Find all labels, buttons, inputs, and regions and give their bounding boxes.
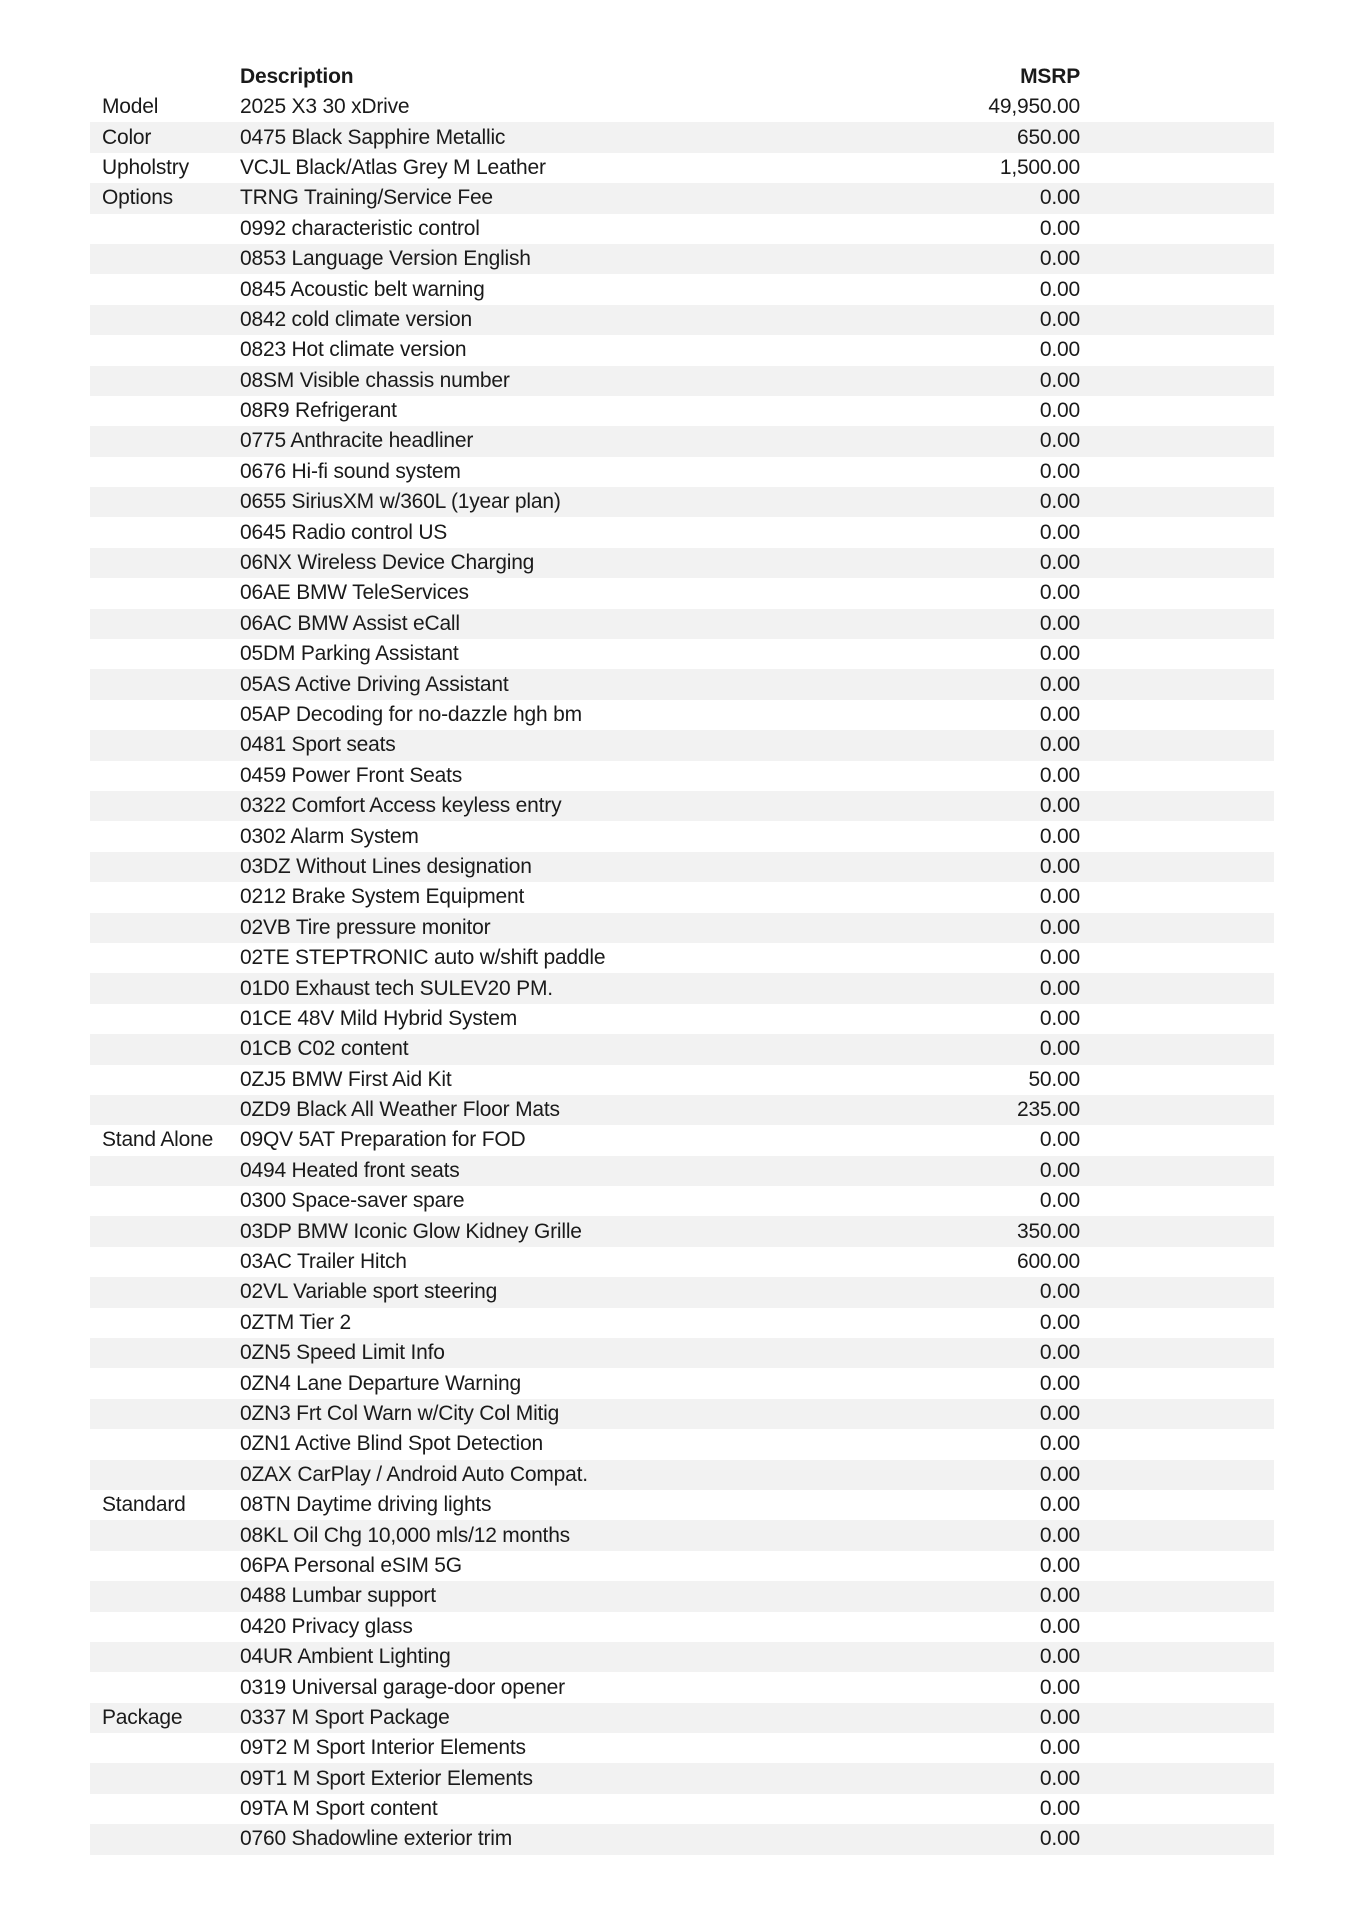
category-cell: Package — [102, 1705, 183, 1729]
msrp-cell: 0.00 — [1039, 915, 1080, 939]
msrp-cell: 0.00 — [1039, 611, 1080, 635]
msrp-cell: 0.00 — [1039, 1310, 1080, 1334]
description-header: Description — [240, 65, 354, 88]
category-cell: Color — [102, 125, 152, 149]
description-cell: 0212 Brake System Equipment — [240, 885, 525, 909]
msrp-cell: 0.00 — [1039, 216, 1080, 240]
table-row — [90, 1733, 1274, 1763]
table-row — [90, 1763, 1274, 1793]
description-cell: 0853 Language Version English — [240, 247, 531, 271]
msrp-header: MSRP — [1020, 65, 1080, 88]
msrp-cell: 650.00 — [1016, 125, 1080, 149]
description-cell: 0760 Shadowline exterior trim — [240, 1827, 513, 1851]
description-cell: 02VL Variable sport steering — [240, 1280, 498, 1304]
category-cell — [102, 1277, 232, 1307]
category-cell — [102, 1763, 232, 1793]
table-row — [90, 92, 1274, 122]
description-cell: 09T1 M Sport Exterior Elements — [240, 1766, 533, 1790]
category-cell — [102, 791, 232, 821]
table-row — [90, 1551, 1274, 1581]
table-row — [90, 973, 1274, 1003]
description-cell: 0655 SiriusXM w/360L (1year plan) — [240, 490, 561, 514]
description-cell: 0319 Universal garage-door opener — [240, 1675, 565, 1699]
description-cell: 09QV 5AT Preparation for FOD — [240, 1128, 526, 1152]
category-cell — [102, 396, 232, 426]
description-cell: 0ZN4 Lane Departure Warning — [240, 1371, 521, 1395]
table-row — [90, 700, 1274, 730]
msrp-cell: 0.00 — [1039, 976, 1080, 1000]
category-cell — [102, 366, 232, 396]
table-row — [90, 609, 1274, 639]
description-cell: 06NX Wireless Device Charging — [240, 551, 535, 575]
msrp-cell: 0.00 — [1039, 1006, 1080, 1030]
msrp-cell: 0.00 — [1039, 1705, 1080, 1729]
description-cell: 04UR Ambient Lighting — [240, 1645, 451, 1669]
category-cell: Model — [102, 95, 159, 119]
table-row — [90, 426, 1274, 456]
category-cell — [102, 1672, 232, 1702]
msrp-cell: 0.00 — [1039, 520, 1080, 544]
msrp-cell: 235.00 — [1016, 1098, 1080, 1122]
msrp-cell: 0.00 — [1039, 733, 1080, 757]
description-cell: 03AC Trailer Hitch — [240, 1250, 407, 1274]
description-cell: 0481 Sport seats — [240, 733, 396, 757]
description-cell: 03DP BMW Iconic Glow Kidney Grille — [240, 1219, 582, 1243]
table-row — [90, 1156, 1274, 1186]
category-cell — [102, 609, 232, 639]
description-cell: 09TA M Sport content — [240, 1797, 438, 1821]
table-row — [90, 335, 1274, 365]
msrp-cell: 0.00 — [1039, 1645, 1080, 1669]
table-row — [90, 1612, 1274, 1642]
table-row — [90, 1642, 1274, 1672]
table-row — [90, 487, 1274, 517]
table-row — [90, 1520, 1274, 1550]
description-cell: 0337 M Sport Package — [240, 1705, 450, 1729]
description-cell: 08SM Visible chassis number — [240, 368, 510, 392]
msrp-cell: 0.00 — [1039, 1584, 1080, 1608]
description-cell: 06AC BMW Assist eCall — [240, 611, 460, 635]
msrp-cell: 0.00 — [1039, 1280, 1080, 1304]
description-cell: 08KL Oil Chg 10,000 mls/12 months — [240, 1523, 570, 1547]
msrp-cell: 0.00 — [1039, 581, 1080, 605]
description-cell: 0676 Hi-fi sound system — [240, 459, 461, 483]
category-cell — [102, 821, 232, 851]
category-cell — [102, 1156, 232, 1186]
msrp-cell: 0.00 — [1039, 1432, 1080, 1456]
description-cell: 02VB Tire pressure monitor — [240, 915, 491, 939]
msrp-cell: 0.00 — [1039, 1493, 1080, 1517]
description-cell: 0775 Anthracite headliner — [240, 429, 474, 453]
msrp-cell: 0.00 — [1039, 338, 1080, 362]
description-cell: 0992 characteristic control — [240, 216, 480, 240]
description-cell: 03DZ Without Lines designation — [240, 854, 532, 878]
table-row — [90, 1672, 1274, 1702]
msrp-cell: 600.00 — [1016, 1250, 1080, 1274]
msrp-cell: 0.00 — [1039, 763, 1080, 787]
table-row — [90, 639, 1274, 669]
category-cell — [102, 1247, 232, 1277]
msrp-cell: 0.00 — [1039, 368, 1080, 392]
msrp-cell: 0.00 — [1039, 277, 1080, 301]
category-cell — [102, 852, 232, 882]
description-cell: 0823 Hot climate version — [240, 338, 467, 362]
msrp-cell: 0.00 — [1039, 885, 1080, 909]
category-cell — [102, 1065, 232, 1095]
msrp-cell: 350.00 — [1016, 1219, 1080, 1243]
table-row — [90, 1490, 1274, 1520]
description-cell: 0ZTM Tier 2 — [240, 1310, 351, 1334]
description-cell: 0ZAX CarPlay / Android Auto Compat. — [240, 1462, 588, 1486]
table-row — [90, 548, 1274, 578]
category-cell — [102, 1186, 232, 1216]
description-cell: 06AE BMW TeleServices — [240, 581, 469, 605]
msrp-cell: 0.00 — [1039, 1736, 1080, 1760]
table-row — [90, 791, 1274, 821]
msrp-cell: 0.00 — [1039, 824, 1080, 848]
category-cell — [102, 578, 232, 608]
msrp-cell: 0.00 — [1039, 1371, 1080, 1395]
description-cell: 0459 Power Front Seats — [240, 763, 463, 787]
description-cell: 0322 Comfort Access keyless entry — [240, 794, 562, 818]
price-sheet — [90, 62, 1274, 1855]
category-cell — [102, 335, 232, 365]
description-cell: VCJL Black/Atlas Grey M Leather — [240, 155, 546, 179]
description-cell: 05DM Parking Assistant — [240, 642, 459, 666]
table-row — [90, 517, 1274, 547]
table-row — [90, 1277, 1274, 1307]
table-body — [90, 92, 1274, 1855]
table-row — [90, 1216, 1274, 1246]
category-cell — [102, 1642, 232, 1672]
table-row — [90, 1065, 1274, 1095]
table-row — [90, 730, 1274, 760]
table-row — [90, 669, 1274, 699]
msrp-cell: 0.00 — [1039, 946, 1080, 970]
category-cell — [102, 1551, 232, 1581]
msrp-cell: 0.00 — [1039, 186, 1080, 210]
description-cell: 0300 Space-saver spare — [240, 1189, 465, 1213]
table-row — [90, 244, 1274, 274]
msrp-cell: 0.00 — [1039, 247, 1080, 271]
category-cell — [102, 517, 232, 547]
category-cell — [102, 1429, 232, 1459]
description-cell: 0645 Radio control US — [240, 520, 448, 544]
description-cell: 0ZN3 Frt Col Warn w/City Col Mitig — [240, 1401, 560, 1425]
msrp-cell: 0.00 — [1039, 1158, 1080, 1182]
description-cell: 06PA Personal eSIM 5G — [240, 1553, 462, 1577]
description-cell: 0ZD9 Black All Weather Floor Mats — [240, 1098, 560, 1122]
msrp-cell: 0.00 — [1039, 703, 1080, 726]
table-header — [90, 62, 1274, 92]
table-row — [90, 153, 1274, 183]
description-cell: TRNG Training/Service Fee — [240, 186, 493, 210]
description-cell: 0ZN5 Speed Limit Info — [240, 1341, 445, 1365]
msrp-cell: 0.00 — [1039, 490, 1080, 514]
msrp-cell: 0.00 — [1039, 1827, 1080, 1851]
description-cell: 01D0 Exhaust tech SULEV20 PM. — [240, 976, 553, 1000]
description-cell: 0ZJ5 BMW First Aid Kit — [240, 1067, 452, 1091]
category-cell: Standard — [102, 1493, 186, 1517]
table-row — [90, 1034, 1274, 1064]
description-cell: 0302 Alarm System — [240, 824, 419, 848]
table-row — [90, 943, 1274, 973]
description-cell: 0ZN1 Active Blind Spot Detection — [240, 1432, 543, 1456]
category-cell — [102, 487, 232, 517]
table-row — [90, 1095, 1274, 1125]
table-row — [90, 1247, 1274, 1277]
category-cell — [102, 730, 232, 760]
category-cell — [102, 1460, 232, 1490]
table-row — [90, 214, 1274, 244]
category-cell — [102, 882, 232, 912]
category-cell — [102, 1520, 232, 1550]
category-cell — [102, 669, 232, 699]
msrp-cell: 1,500.00 — [999, 155, 1080, 179]
table-row — [90, 1338, 1274, 1368]
description-cell: 05AP Decoding for no-dazzle hgh bm — [240, 703, 582, 726]
category-cell — [102, 761, 232, 791]
msrp-cell: 0.00 — [1039, 672, 1080, 696]
description-cell: 0842 cold climate version — [240, 307, 472, 331]
table-row — [90, 882, 1274, 912]
description-cell: 05AS Active Driving Assistant — [240, 672, 509, 696]
category-cell — [102, 214, 232, 244]
description-cell: 0475 Black Sapphire Metallic — [240, 125, 506, 149]
msrp-cell: 0.00 — [1039, 1675, 1080, 1699]
msrp-cell: 0.00 — [1039, 1523, 1080, 1547]
msrp-cell: 0.00 — [1039, 1341, 1080, 1365]
description-cell: 0494 Heated front seats — [240, 1158, 460, 1182]
table-row — [90, 183, 1274, 213]
description-cell: 09T2 M Sport Interior Elements — [240, 1736, 526, 1760]
category-cell — [102, 943, 232, 973]
table-row — [90, 852, 1274, 882]
description-cell: 0488 Lumbar support — [240, 1584, 436, 1608]
category-cell — [102, 639, 232, 669]
category-cell — [102, 1581, 232, 1611]
category-cell — [102, 1216, 232, 1246]
table-row — [90, 1308, 1274, 1338]
category-cell — [102, 1612, 232, 1642]
category-cell — [102, 1034, 232, 1064]
table-row — [90, 1186, 1274, 1216]
category-cell — [102, 1794, 232, 1824]
msrp-cell: 50.00 — [1028, 1067, 1080, 1091]
table-row — [90, 1460, 1274, 1490]
category-cell — [102, 1733, 232, 1763]
msrp-cell: 0.00 — [1039, 1189, 1080, 1213]
msrp-cell: 0.00 — [1039, 1128, 1080, 1152]
table-row — [90, 366, 1274, 396]
table-row — [90, 913, 1274, 943]
category-cell — [102, 457, 232, 487]
msrp-cell: 0.00 — [1039, 642, 1080, 666]
msrp-cell: 0.00 — [1039, 854, 1080, 878]
table-row — [90, 1399, 1274, 1429]
table-row — [90, 122, 1274, 152]
table-row — [90, 1703, 1274, 1733]
table-row — [90, 1794, 1274, 1824]
table-row — [90, 1824, 1274, 1854]
category-cell — [102, 1368, 232, 1398]
table-row — [90, 274, 1274, 304]
table-row — [90, 1004, 1274, 1034]
table-row — [90, 1429, 1274, 1459]
category-cell — [102, 1824, 232, 1854]
description-cell: 2025 X3 30 xDrive — [240, 95, 410, 119]
msrp-cell: 0.00 — [1039, 1766, 1080, 1790]
msrp-cell: 0.00 — [1039, 429, 1080, 453]
category-cell — [102, 913, 232, 943]
category-cell — [102, 1338, 232, 1368]
description-cell: 01CB C02 content — [240, 1037, 409, 1061]
msrp-cell: 0.00 — [1039, 1462, 1080, 1486]
description-cell: 02TE STEPTRONIC auto w/shift paddle — [240, 946, 606, 970]
msrp-cell: 0.00 — [1039, 1797, 1080, 1821]
msrp-cell: 0.00 — [1039, 1037, 1080, 1061]
category-cell: Upholstry — [102, 155, 189, 179]
msrp-cell: 0.00 — [1039, 399, 1080, 423]
category-cell — [102, 274, 232, 304]
msrp-cell: 0.00 — [1039, 1401, 1080, 1425]
msrp-cell: 49,950.00 — [988, 95, 1080, 119]
category-cell — [102, 548, 232, 578]
category-cell — [102, 1004, 232, 1034]
msrp-cell: 0.00 — [1039, 459, 1080, 483]
table-row — [90, 1368, 1274, 1398]
category-cell — [102, 305, 232, 335]
category-cell — [102, 1308, 232, 1338]
description-cell: 0845 Acoustic belt warning — [240, 277, 485, 301]
category-cell — [102, 700, 232, 730]
category-cell — [102, 1399, 232, 1429]
description-cell: 01CE 48V Mild Hybrid System — [240, 1006, 518, 1030]
table-row — [90, 1125, 1274, 1155]
table-row — [90, 821, 1274, 851]
category-cell — [102, 1095, 232, 1125]
table-row — [90, 1581, 1274, 1611]
category-cell — [102, 973, 232, 1003]
category-cell — [102, 426, 232, 456]
description-cell: 0420 Privacy glass — [240, 1614, 413, 1638]
description-cell: 08TN Daytime driving lights — [240, 1493, 492, 1517]
description-cell: 08R9 Refrigerant — [240, 399, 397, 423]
category-cell: Options — [102, 186, 173, 210]
msrp-cell: 0.00 — [1039, 307, 1080, 331]
table-row — [90, 457, 1274, 487]
msrp-cell: 0.00 — [1039, 1553, 1080, 1577]
table-row — [90, 305, 1274, 335]
category-cell: Stand Alone — [102, 1128, 214, 1152]
msrp-cell: 0.00 — [1039, 1614, 1080, 1638]
msrp-cell: 0.00 — [1039, 551, 1080, 575]
msrp-cell: 0.00 — [1039, 794, 1080, 818]
category-cell — [102, 244, 232, 274]
table-row — [90, 396, 1274, 426]
table-row — [90, 578, 1274, 608]
table-row — [90, 761, 1274, 791]
